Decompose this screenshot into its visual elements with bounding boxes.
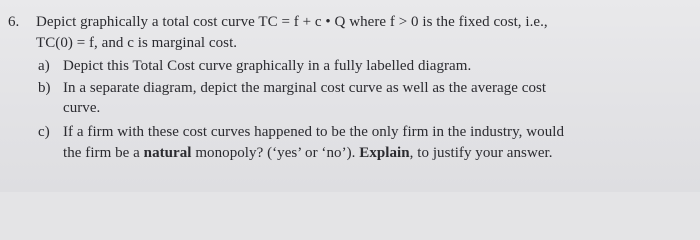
question-number-label: 6. <box>8 14 20 30</box>
question-stem-line-2: TC(0) = f, and c is marginal cost. <box>36 35 238 51</box>
part-a-label: a) <box>38 58 50 74</box>
part-c-text-middle: monopoly? (‘yes’ or ‘no’). <box>191 145 360 161</box>
question-stem-line-1: Depict graphically a total cost curve TC = f + c • Q where f > 0 is the fixed cost, i.e., <box>36 14 548 30</box>
part-c-emphasis-natural: natural <box>143 145 192 161</box>
part-b-text-line-2: curve. <box>63 100 101 116</box>
part-c-emphasis-explain: Explain <box>359 145 410 161</box>
part-c-text-after: , to justify your answer. <box>409 145 553 161</box>
part-c-text-before: the firm be a <box>63 145 144 161</box>
part-b-label: b) <box>38 80 51 96</box>
part-a-text: Depict this Total Cost curve graphically in a fully labelled diagram. <box>63 58 472 74</box>
part-c-label: c) <box>38 124 50 140</box>
part-c-text-line-2 <box>63 144 553 162</box>
part-b-text-line-1: In a separate diagram, depict the marginal cost curve as well as the average cost <box>63 80 547 96</box>
part-c-text-line-1: If a firm with these cost curves happened to be the only firm in the industry, would <box>63 124 565 140</box>
question-number <box>8 13 19 31</box>
